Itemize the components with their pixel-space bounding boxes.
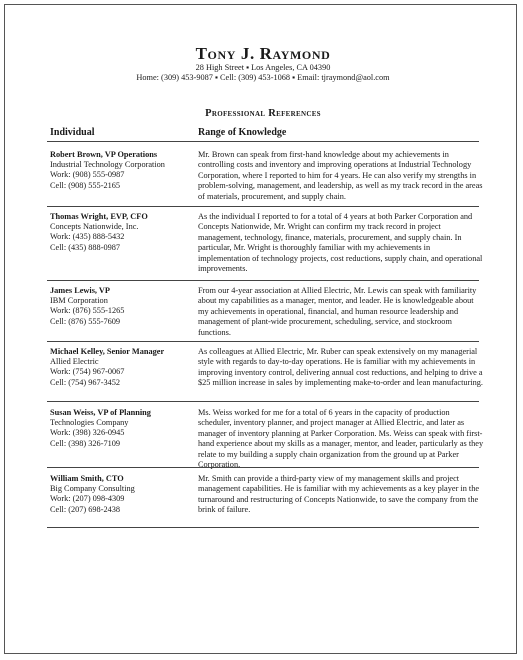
reference-description: Mr. Brown can speak from first-hand knowledge about my achievements in controlling costs and inventory and improving operations at Industrial Technology Corporation, where I reported to him for 4 years. He can also verify my strengths in problem-solving, management, and leadership, as well as my track record in the areas of materials, procurement, and supply chain. bbox=[198, 150, 483, 201]
reference-company: Allied Electric bbox=[50, 357, 99, 367]
reference-cell-phone: Cell: (876) 555-7609 bbox=[50, 316, 121, 326]
reference-work-phone: Work: (398) 326-0945 bbox=[50, 428, 125, 438]
reference-work-phone: Work: (876) 555-1265 bbox=[50, 306, 125, 316]
reference-cell-phone: Cell: (908) 555-2165 bbox=[50, 180, 121, 190]
reference-work-phone: Work: (754) 967-0067 bbox=[50, 367, 125, 377]
reference-contact bbox=[50, 150, 190, 191]
reference-cell-phone: Cell: (207) 698-2438 bbox=[50, 504, 121, 514]
reference-cell-phone: Cell: (398) 326-7109 bbox=[50, 438, 121, 448]
reference-company: Technologies Company bbox=[50, 418, 129, 428]
reference-name: James Lewis, VP bbox=[50, 286, 110, 295]
reference-name: Thomas Wright, EVP, CFO bbox=[50, 212, 148, 221]
applicant-name: Tony J. Raymond bbox=[195, 44, 331, 63]
reference-cell-phone: Cell: (754) 967-3452 bbox=[50, 377, 121, 387]
column-header-range: Range of Knowledge bbox=[198, 127, 287, 138]
reference-contact bbox=[50, 212, 190, 253]
column-header-individual: Individual bbox=[50, 127, 95, 138]
row-divider bbox=[47, 341, 479, 342]
row-divider bbox=[47, 280, 479, 281]
section-title: Professional References bbox=[205, 108, 321, 119]
reference-name: Susan Weiss, VP of Planning bbox=[50, 408, 151, 417]
reference-company: Concepts Nationwide, Inc. bbox=[50, 222, 139, 232]
reference-contact bbox=[50, 408, 190, 449]
reference-company: Industrial Technology Corporation bbox=[50, 160, 165, 170]
reference-work-phone: Work: (908) 555-0987 bbox=[50, 170, 125, 180]
reference-contact bbox=[50, 347, 190, 388]
reference-company: Big Company Consulting bbox=[50, 484, 135, 494]
reference-description: Ms. Weiss worked for me for a total of 6 years in the capacity of production scheduler, inventory planner, and project manager at Allied Electric, and later as manager of inventory planning at Parker Corporation. Ms. Weiss can speak with first-hand experience about my skills as a manager, mentor, and leader, particularly as they relate to my building a supply chain organization from the ground up at Parker Corporation. bbox=[198, 408, 484, 470]
row-divider bbox=[47, 527, 479, 528]
reference-description: As the individual I reported to for a total of 4 years at both Parker Corporation and Concepts Nationwide, Mr. Wright can confirm my track record in project management, technology, finance, materials, procurement, and supply chain. In particular, Mr. Wright is thoroughly familiar with my achievements in implementation of technology projects, cost reductions, supply chain, and operational improvements. bbox=[198, 212, 483, 274]
reference-description: From our 4-year association at Allied Electric, Mr. Lewis can speak with familiarity about my capabilities as a manager, mentor, and leader. He is knowledgeable about my achievements in operational, financial, and human resource leadership and management of plant-wide procurement, scheduling, service, and stockroom functions. bbox=[198, 286, 477, 337]
reference-contact bbox=[50, 474, 190, 515]
reference-name: Robert Brown, VP Operations bbox=[50, 150, 158, 159]
reference-cell-phone: Cell: (435) 888-0987 bbox=[50, 242, 121, 252]
row-divider bbox=[47, 467, 479, 468]
reference-name: Michael Kelley, Senior Manager bbox=[50, 347, 165, 356]
reference-description: As colleagues at Allied Electric, Mr. Ruber can speak extensively on my managerial style with regards to day-to-day operations. He is familiar with my achievements in improving inventory control, delivering annual cost reductions, and helping to drive a $25 million increase in sales by implementing make-to-order and lean manufacturing. bbox=[198, 347, 484, 388]
reference-work-phone: Work: (207) 098-4309 bbox=[50, 494, 125, 504]
reference-company: IBM Corporation bbox=[50, 296, 108, 306]
header-rule bbox=[47, 141, 479, 142]
reference-name: William Smith, CTO bbox=[50, 474, 124, 483]
applicant-contact: Home: (309) 453-9087 ▪ Cell: (309) 453-1068 ▪ Email: tjraymond@aol.com bbox=[136, 73, 390, 82]
applicant-address: 28 High Street ▪ Los Angeles, CA 04390 bbox=[195, 63, 331, 72]
reference-description: Mr. Smith can provide a third-party view of my management skills and project management capabilities. He is familiar with my achievements as a key player in the turnaround and restructuring of Concepts Nationwide, to save the company from the brink of failure. bbox=[198, 474, 480, 515]
reference-work-phone: Work: (435) 888-5432 bbox=[50, 232, 125, 242]
row-divider bbox=[47, 401, 479, 402]
reference-contact bbox=[50, 286, 190, 327]
row-divider bbox=[47, 206, 479, 207]
